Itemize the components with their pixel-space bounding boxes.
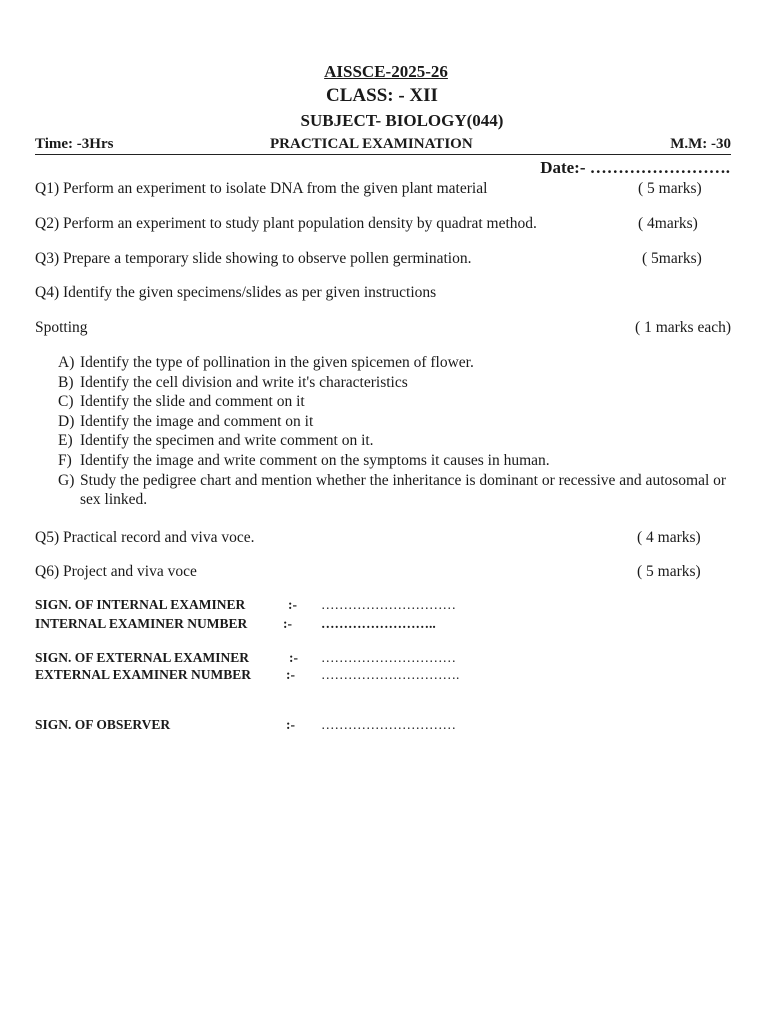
sign-label: SIGN. OF OBSERVER	[35, 717, 171, 732]
list-item	[58, 471, 728, 510]
question-marks: ( 5marks)	[642, 250, 702, 267]
item-text: Identify the cell division and write it's characteristics	[80, 373, 408, 391]
sign-colon: :-	[283, 616, 292, 631]
sign-line: …………………………	[321, 717, 456, 732]
sign-colon: :-	[286, 667, 295, 682]
question-marks: ( 5 marks)	[638, 180, 702, 197]
sign-colon: :-	[288, 597, 297, 612]
subject-heading: SUBJECT- BIOLOGY(044)	[300, 111, 504, 130]
sign-label: SIGN. OF INTERNAL EXAMINER	[35, 597, 246, 612]
item-letter: F)	[58, 451, 72, 469]
header-underline	[35, 154, 731, 155]
question-text: Q1) Perform an experiment to isolate DNA from the given plant material	[35, 180, 488, 197]
question-text: Q4) Identify the given specimens/slides as per given instructions	[35, 284, 437, 301]
sign-label: INTERNAL EXAMINER NUMBER	[35, 616, 248, 631]
list-item	[58, 392, 728, 412]
list-item	[58, 412, 728, 432]
item-letter: D)	[58, 412, 75, 430]
sign-line: …………………………	[321, 597, 456, 612]
item-text: Identify the type of pollination in the given spicemen of flower.	[80, 354, 474, 371]
list-item	[58, 353, 728, 373]
question-text: Q3) Prepare a temporary slide showing to observe pollen germination.	[35, 250, 472, 267]
time-title-marks-row	[35, 136, 731, 156]
sign-label: EXTERNAL EXAMINER NUMBER	[35, 667, 252, 682]
spotting-list	[58, 353, 728, 510]
sign-colon: :-	[286, 717, 295, 732]
sign-colon: :-	[289, 650, 298, 665]
list-item	[58, 451, 728, 471]
class-heading: CLASS: - XII	[326, 85, 438, 106]
question-marks: ( 4 marks)	[637, 529, 701, 546]
exam-title: AISSCE-2025-26	[324, 62, 448, 81]
item-text: Study the pedigree chart and mention whether the inheritance is dominant or recessive and autosomal or sex linked.	[80, 471, 727, 509]
sign-line: ……………………..	[321, 616, 436, 631]
exam-type-title: PRACTICAL EXAMINATION	[270, 136, 473, 152]
item-letter: A)	[58, 354, 75, 371]
item-text: Identify the image and comment on it	[80, 412, 314, 430]
question-marks: ( 5 marks)	[637, 563, 701, 580]
question-text: Q6) Project and viva voce	[35, 563, 197, 580]
time-label: Time: -3Hrs	[35, 136, 114, 152]
sign-line: …………………………	[321, 650, 456, 665]
item-letter: E)	[58, 432, 73, 450]
date-field: Date:- …………………….	[540, 158, 730, 177]
sign-label: SIGN. OF EXTERNAL EXAMINER	[35, 650, 250, 665]
list-item	[58, 373, 728, 393]
item-text: Identify the image and write comment on the symptoms it causes in human.	[80, 451, 550, 469]
max-marks-label: M.M: -30	[670, 136, 731, 152]
list-item	[58, 431, 728, 451]
sign-line: ………………………….	[321, 667, 460, 682]
question-text: Q5) Practical record and viva voce.	[35, 529, 255, 546]
item-letter: B)	[58, 373, 74, 391]
item-text: Identify the slide and comment on it	[80, 393, 305, 411]
spotting-marks: ( 1 marks each)	[635, 319, 731, 336]
item-text: Identify the specimen and write comment on it.	[80, 432, 374, 450]
spotting-label: Spotting	[35, 319, 88, 336]
question-text: Q2) Perform an experiment to study plant population density by quadrat method.	[35, 215, 537, 232]
question-marks: ( 4marks)	[638, 215, 698, 232]
item-letter: G)	[58, 471, 75, 489]
item-letter: C)	[58, 393, 74, 411]
